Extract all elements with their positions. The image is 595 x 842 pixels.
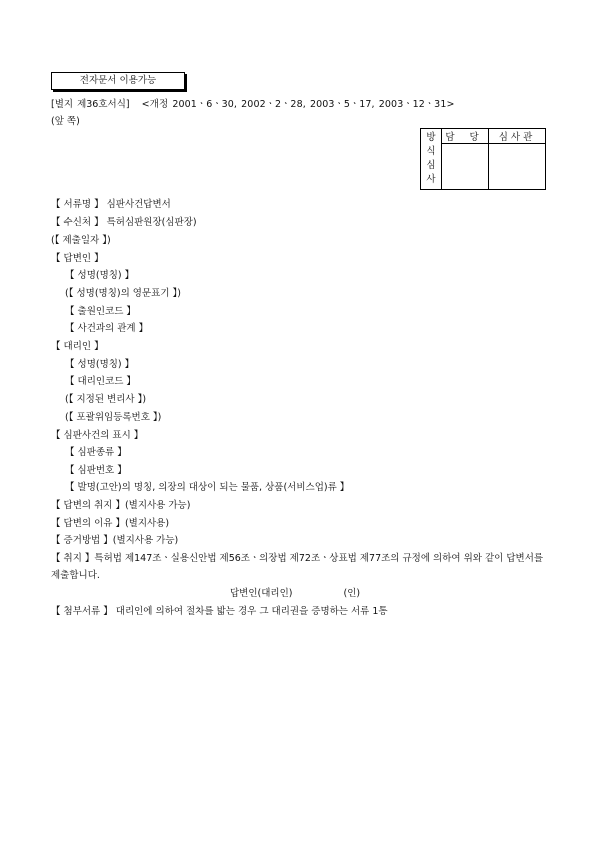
field-submit-date: (【 제출일자 】) (51, 235, 111, 246)
field-subject-name: 【 발명(고안)의 명칭, 의장의 대상이 되는 물품, 상품(서비스업)류 】 (65, 482, 350, 493)
field-agent-designated: (【 지정된 변리사 】) (65, 394, 147, 405)
field-trial-number: 【 심판번호 】 (65, 465, 127, 476)
field-evidence: 【 증거방법 】(별지사용 가능) (51, 535, 179, 546)
revision-history: <개정 2001ㆍ6ㆍ30, 2002ㆍ2ㆍ28, 2003ㆍ5ㆍ17, 2003ㆍ12ㆍ31> (141, 99, 455, 110)
field-respondent-code: 【 출원인코드 】 (65, 306, 136, 317)
field-recipient: 【 수신처 】 특허심판원장(심판장) (51, 217, 197, 228)
seal-mark: (인) (343, 588, 361, 599)
field-agent: 【 대리인 】 (51, 341, 104, 352)
approval-col-examiner: 심사관 (489, 129, 546, 144)
field-agent-code: 【 대리인코드 】 (65, 376, 136, 387)
field-respondent-name-en: (【 성명(명칭)의 영문표기 】) (65, 288, 181, 299)
approval-cell-staff (442, 144, 489, 190)
form-number: [별지 제36호서식] (51, 99, 130, 110)
approval-table (420, 128, 546, 190)
field-answer-reason: 【 답변의 이유 】(별지사용) (51, 518, 170, 529)
approval-cell-examiner (489, 144, 546, 190)
field-doc-name: 【 서류명 】 심판사건답변서 (51, 199, 171, 210)
field-agent-name: 【 성명(명칭) 】 (65, 359, 135, 370)
field-respondent-name: 【 성명(명칭) 】 (65, 270, 135, 281)
approval-side-label (421, 129, 442, 190)
form-number-line (51, 96, 455, 110)
field-trial-type: 【 심판종류 】 (65, 447, 127, 458)
approval-side-char: 심 (426, 160, 436, 171)
page-side: (앞 쪽) (51, 116, 80, 127)
approval-col-staff: 담 당 (442, 129, 489, 144)
field-respondent: 【 답변인 】 (51, 253, 104, 264)
approval-side-char: 식 (426, 146, 436, 157)
field-answer-purport: 【 답변의 취지 】(별지사용 가능) (51, 500, 191, 511)
electronic-document-badge: 전자문서 이용가능 (51, 72, 185, 90)
signature-line (230, 585, 360, 599)
signer-label: 답변인(대리인) (230, 588, 293, 599)
field-attachments: 【 첨부서류 】 대리인에 의하여 절차를 밟는 경우 그 대리권을 증명하는 서류 1통 (51, 606, 388, 617)
field-case-display: 【 심판사건의 표시 】 (51, 430, 144, 441)
field-agent-poa: (【 포괄위임등록번호 】) (65, 412, 162, 423)
approval-side-char: 방 (426, 132, 436, 143)
declaration: 【 취지 】특허법 제147조ㆍ실용신안법 제56조ㆍ의장법 제72조ㆍ상표법 제77조의 규정에 의하여 위와 같이 답변서를 제출합니다. (51, 553, 544, 581)
approval-side-char: 사 (426, 174, 436, 185)
field-respondent-relation: 【 사건과의 관계 】 (65, 323, 149, 334)
